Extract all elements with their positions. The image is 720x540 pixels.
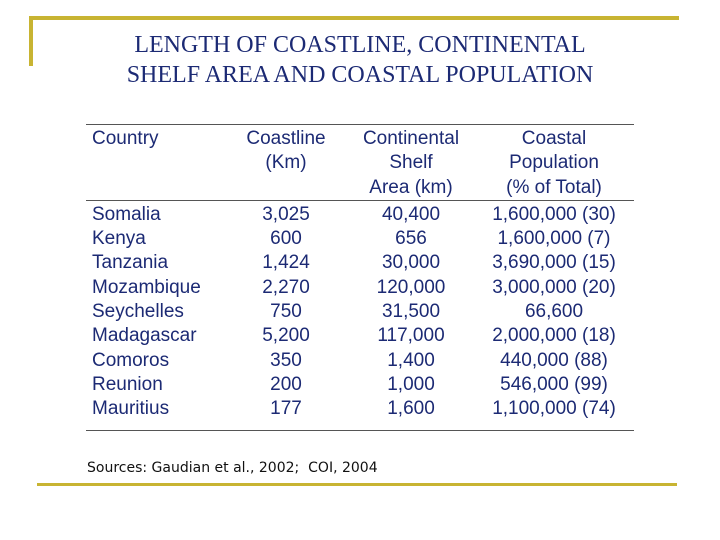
table-header-row	[86, 125, 634, 200]
table-row	[86, 324, 634, 348]
title-line-1: LENGTH OF COASTLINE, CONTINENTAL	[134, 32, 586, 58]
slide-frame-left	[29, 16, 33, 66]
table-row	[86, 349, 634, 373]
cell-shelf-area: 1,000	[387, 373, 435, 395]
cell-shelf-area: 656	[395, 228, 427, 250]
cell-country: Madagascar	[92, 325, 197, 347]
header-continental-shelf: Continental Shelf Area (km)	[362, 128, 460, 198]
cell-shelf-area: 40,400	[381, 203, 441, 225]
coastline-table-wrapper	[86, 124, 634, 431]
cell-coastline: 750	[270, 301, 302, 323]
cell-shelf-area: 1,400	[387, 349, 435, 371]
cell-country: Mauritius	[92, 398, 170, 420]
slide-frame-top	[29, 16, 679, 20]
slide-frame-bottom	[37, 483, 677, 486]
table-row	[86, 251, 634, 275]
cell-population: 2,000,000 (18)	[492, 325, 616, 347]
cell-shelf-area: 30,000	[381, 252, 441, 274]
cell-country: Seychelles	[92, 301, 184, 323]
cell-country: Mozambique	[92, 276, 201, 298]
table-row	[86, 300, 634, 324]
cell-coastline: 600	[270, 228, 302, 250]
table-row	[86, 200, 634, 227]
cell-coastline: 1,424	[262, 252, 310, 274]
cell-coastline: 200	[270, 373, 302, 395]
coastline-table	[86, 125, 634, 430]
table-row	[86, 227, 634, 251]
cell-shelf-area: 31,500	[381, 301, 441, 323]
header-coastal-population: Coastal Population (% of Total)	[506, 128, 602, 198]
cell-population: 66,600	[524, 301, 584, 323]
title-line-2: SHELF AREA AND COASTAL POPULATION	[126, 62, 594, 88]
cell-coastline: 5,200	[262, 325, 310, 347]
sources-caption: Sources: Gaudian et al., 2002; COI, 2004	[87, 460, 378, 476]
table-row	[86, 276, 634, 300]
cell-coastline: 177	[270, 398, 302, 420]
cell-population: 1,100,000 (74)	[492, 398, 616, 420]
cell-country: Somalia	[92, 203, 161, 225]
header-country: Country	[92, 128, 159, 149]
table-row	[86, 397, 634, 429]
cell-shelf-area: 1,600	[387, 398, 435, 420]
header-coastline: Coastline (Km)	[246, 128, 326, 174]
cell-population: 440,000 (88)	[500, 349, 608, 371]
cell-coastline: 2,270	[262, 276, 310, 298]
table-row	[86, 373, 634, 397]
cell-population: 546,000 (99)	[500, 373, 608, 395]
cell-population: 1,600,000 (30)	[492, 203, 616, 225]
cell-shelf-area: 120,000	[376, 276, 446, 298]
cell-coastline: 3,025	[262, 203, 310, 225]
cell-coastline: 350	[270, 349, 302, 371]
table-bottom-rule	[86, 430, 634, 431]
cell-country: Reunion	[92, 373, 163, 395]
cell-population: 3,000,000 (20)	[492, 276, 616, 298]
cell-population: 3,690,000 (15)	[492, 252, 616, 274]
cell-country: Kenya	[92, 228, 146, 250]
cell-population: 1,600,000 (7)	[497, 228, 611, 250]
cell-country: Tanzania	[92, 252, 169, 274]
cell-shelf-area: 117,000	[377, 325, 445, 347]
slide-title	[60, 30, 660, 90]
cell-country: Comoros	[92, 349, 170, 371]
